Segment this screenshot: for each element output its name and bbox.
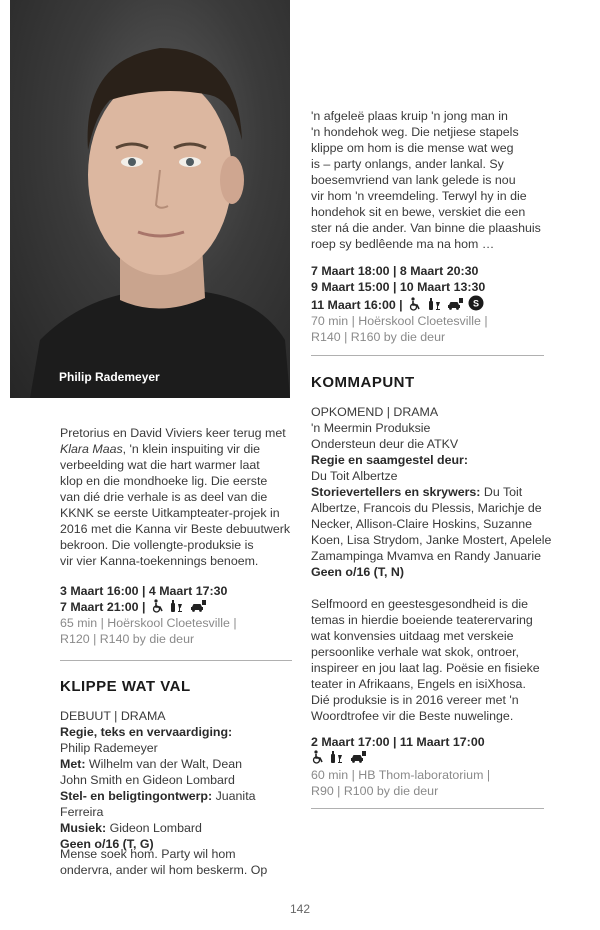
text-line	[60, 441, 300, 457]
text-line: 'n hondehok weg. Die netjiese stapels	[311, 125, 519, 139]
credit-line	[60, 820, 300, 836]
age-restriction: Geen o/16 (T, G)	[60, 837, 154, 851]
credit-label: Stel- en beligtingontwerp:	[60, 789, 213, 803]
wine-bottle-glass-icon	[428, 297, 442, 311]
credit-line	[60, 788, 300, 820]
text-line: verbeelding wat die hart warmer laat	[60, 458, 260, 472]
text-line: vir vier Kanna-toekennings benoem.	[60, 554, 259, 568]
parking-car-icon	[350, 750, 366, 764]
credit-value: Necker, Allison-Claire Hoskins, Suzanne	[311, 517, 533, 531]
text-line: Selfmoord en geestesgesondheid is die	[311, 597, 528, 611]
duration-venue: 60 min | HB Thom-laboratorium |	[311, 768, 491, 782]
text-line: van dié drie verhale is as deel van die	[60, 490, 268, 504]
section-divider	[311, 808, 544, 809]
production-company: 'n Meermin Produksie	[311, 421, 431, 435]
right-schedule	[311, 263, 571, 345]
performance-dates: 7 Maart 18:00 | 8 Maart 20:30	[311, 264, 479, 278]
text-line: ster ná die ander. Van binne die plaashuis	[311, 221, 541, 235]
right-schedule-2	[311, 734, 571, 799]
credit-value: Zamampinga Mvamva en Randy Januarie	[311, 549, 542, 563]
play-title-italic: Klara Maas	[60, 442, 123, 456]
credit-label: Musiek:	[60, 821, 107, 835]
wheelchair-icon	[311, 750, 325, 764]
sponsor-line: Ondersteun deur die ATKV	[311, 437, 459, 451]
text-line: teater in Afrikaans, Engels en isiXhosa.	[311, 677, 526, 691]
credit-line	[60, 756, 300, 772]
text-line: KKNK se eerste Uitkampteater-projek in	[60, 506, 280, 520]
left-schedule	[60, 583, 300, 647]
text-line: 'n afgeleë plaas kruip 'n jong man in	[311, 109, 508, 123]
credit-value: Philip Rademeyer	[60, 741, 158, 755]
credit-value: Koen, Lisa Strydom, Janke Mostert, Apelele	[311, 533, 552, 547]
text-line: roep sy bedlêende ma na hom …	[311, 237, 495, 251]
credit-value: Albertze, Francois du Plessis, Marichje de	[311, 501, 542, 515]
credit-label: Storievertellers en skrywers:	[311, 485, 481, 499]
performance-dates: 2 Maart 17:00 | 11 Maart 17:00	[311, 735, 485, 749]
credit-value: John Smith en Gideon Lombard	[60, 773, 235, 787]
genre-label: OPKOMEND | DRAMA	[311, 405, 439, 419]
performance-dates-with-icons	[311, 295, 571, 313]
left-description	[60, 846, 300, 878]
text-line: klippe om hom is die mense wat weg	[311, 141, 514, 155]
right-description	[311, 596, 571, 724]
duration-venue: 70 min | Hoërskool Cloetesville |	[311, 314, 488, 328]
section-divider	[311, 355, 544, 356]
section-title-kommapunt: KOMMAPUNT	[311, 374, 415, 391]
wine-bottle-glass-icon	[330, 750, 344, 764]
text-line: is – party onlangs, ander lankal. Sy	[311, 157, 504, 171]
left-intro-text	[60, 425, 300, 569]
section-title-klippe-wat-val: KLIPPE WAT VAL	[60, 678, 191, 695]
performance-date: 11 Maart 16:00 |	[311, 298, 403, 312]
credit-label: Regie, teks en vervaardiging:	[60, 725, 233, 739]
wheelchair-icon	[408, 297, 422, 311]
ticket-prices: R120 | R140 by die deur	[60, 632, 195, 646]
portrait-illustration	[10, 0, 290, 398]
credit-value: Du Toit Albertze	[311, 469, 398, 483]
credit-label: Met:	[60, 757, 86, 771]
genre-label: DEBUUT | DRAMA	[60, 709, 166, 723]
portrait-photo	[10, 0, 290, 398]
text-line: inspireer en jou laat lag. Poësie en fisieke	[311, 661, 540, 675]
right-credits	[311, 404, 571, 580]
text-line: ondervra, ander wil hom beskerm. Op	[60, 863, 268, 877]
text-line: Mense soek hom. Party wil hom	[60, 847, 236, 861]
parking-car-icon	[190, 599, 206, 613]
section-divider	[60, 660, 292, 661]
text-fragment: , 'n klein inspuiting vir die	[122, 442, 261, 456]
text-line: persoonlike verhale wat skok, ontroer,	[311, 645, 519, 659]
text-line: bekroon. Die vollengte-produksie is	[60, 538, 254, 552]
text-line: Woordtrofee vir die Beste nuwelinge.	[311, 709, 514, 723]
credit-line	[311, 484, 571, 500]
photo-caption: Philip Rademeyer	[59, 370, 160, 384]
credit-value: Juanita Ferreira	[60, 789, 256, 819]
credit-value: Gideon Lombard	[106, 821, 202, 835]
accessibility-icons	[311, 750, 571, 767]
text-line: 2016 met die Kanna vir Beste debuutwerk	[60, 522, 291, 536]
performance-dates-with-icons	[60, 599, 300, 615]
credit-label: Regie en saamgestel deur:	[311, 453, 469, 467]
text-line: hondehok sit en bewe, verskiet die een	[311, 205, 526, 219]
left-credits	[60, 708, 300, 852]
performance-date: 7 Maart 21:00 |	[60, 600, 146, 614]
badge-s-icon	[468, 295, 484, 311]
credit-value: Wilhelm van der Walt, Dean	[85, 757, 243, 771]
badge-s-letter: S	[473, 298, 480, 309]
credit-value: Du Toit	[480, 485, 523, 499]
age-restriction: Geen o/16 (T, N)	[311, 565, 404, 579]
wheelchair-icon	[151, 599, 165, 613]
parking-car-icon	[447, 297, 463, 311]
ticket-prices: R90 | R100 by die deur	[311, 784, 439, 798]
page-number: 142	[289, 902, 311, 916]
wine-bottle-glass-icon	[170, 599, 184, 613]
duration-venue: 65 min | Hoërskool Cloetesville |	[60, 616, 237, 630]
text-line: temas in hierdie boeiende teaterervaring	[311, 613, 533, 627]
text-line: vir hom 'n vreemdeling. Terwyl hy in die	[311, 189, 527, 203]
performance-dates: 3 Maart 16:00 | 4 Maart 17:30	[60, 584, 228, 598]
text-line: klop en die mondhoeke lig. Die eerste	[60, 474, 268, 488]
text-line: wat konvensies uitdaag met verskeie	[311, 629, 514, 643]
text-line: boesemvriend van lank gelede is nou	[311, 173, 516, 187]
text-line: Pretorius en David Viviers keer terug met	[60, 426, 286, 440]
ticket-prices: R140 | R160 by die deur	[311, 330, 446, 344]
right-continued-text	[311, 108, 571, 252]
text-line: Dié produksie is in 2016 vereer met 'n	[311, 693, 519, 707]
performance-dates: 9 Maart 15:00 | 10 Maart 13:30	[311, 280, 486, 294]
